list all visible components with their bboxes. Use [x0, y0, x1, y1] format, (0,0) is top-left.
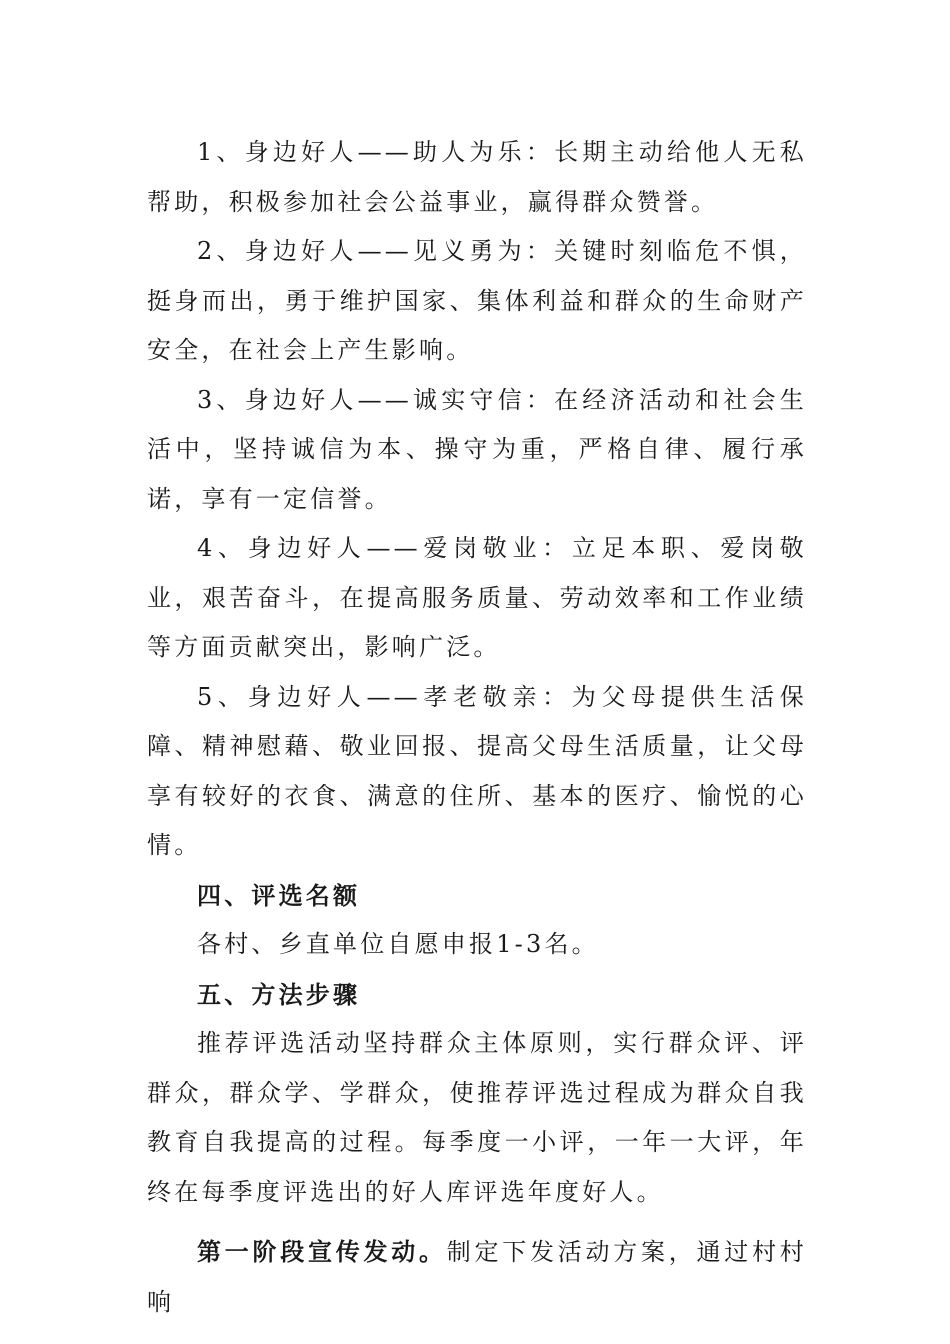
- section-heading-quota: 四、评选名额: [197, 880, 361, 910]
- paragraph-filial-piety: 5、身边好人——孝老敬亲：为父母提供生活保障、精神慰藉、敬业回报、提高父母生活质量，让父母享有较好的衣食、满意的住所、基本的医疗、愉悦的心情。: [147, 682, 807, 859]
- paragraph-dedication: 4、身边好人——爱岗敬业：立足本职、爱岗敬业，艰苦奋斗，在提高服务质量、劳动效率和工作业绩等方面贡献突出，影响广泛。: [147, 534, 807, 661]
- document-page: [147, 128, 807, 1327]
- paragraph-bravery: 2、身边好人——见义勇为：关键时刻临危不惧，挺身而出，勇于维护国家、集体利益和群众的生命财产安全，在社会上产生影响。: [147, 237, 807, 364]
- paragraph-helping-others: 1、身边好人——助人为乐：长期主动给他人无私帮助，积极参加社会公益事业，赢得群众赞誉。: [147, 138, 807, 216]
- section-heading-methods: 五、方法步骤: [197, 979, 361, 1009]
- section-body-methods: 推荐评选活动坚持群众主体原则，实行群众评、评群众，群众学、学群众，使推荐评选过程成为群众自我教育自我提高的过程。每季度一小评，一年一大评，年终在每季度评选出的好人库评选年度好人。: [147, 1029, 807, 1206]
- section-body-quota: 各村、乡直单位自愿申报1-3名。: [197, 930, 599, 958]
- stage-one-paragraph: [147, 1227, 807, 1327]
- stage-one-lead: 第一阶段宣传发动。: [197, 1237, 447, 1266]
- stage-one-body: 制定下发活动方案，通过村村响: [147, 1238, 807, 1316]
- paragraph-honesty: 3、身边好人——诚实守信：在经济活动和社会生活中，坚持诚信为本、操守为重，严格自律、履行承诺，享有一定信誉。: [147, 385, 807, 513]
